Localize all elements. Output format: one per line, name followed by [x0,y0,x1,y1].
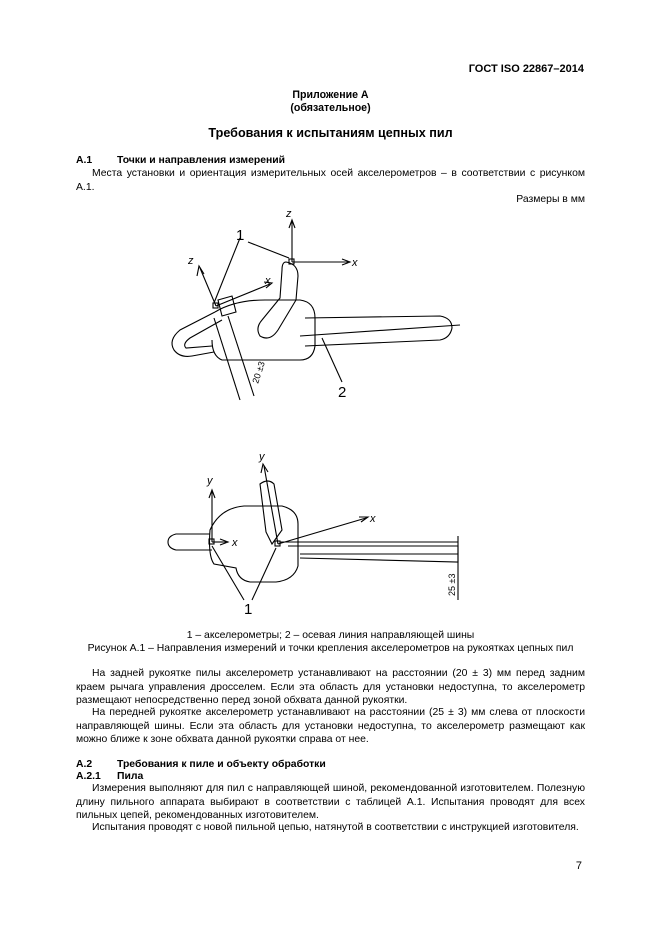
subsection-number: А.2.1 [76,771,101,782]
dimensions-note: Размеры в мм [516,194,585,205]
document-id-header: ГОСТ ISO 22867–2014 [468,63,584,75]
x-label-front: x [370,513,376,525]
page-number: 7 [575,860,582,872]
x-label-top: x [352,257,358,269]
paragraph-rear-handle: На задней рукоятке пилы акселерометр устанавливают на расстоянии (20 ± 3) мм перед задним краем рычага управления дросселем. Если эта область для установки недоступна, то акселерометр размещают непосредственно перед зоной обхвата данной рукоятки. [76,668,585,707]
figure-caption: Рисунок А.1 – Направления измерений и точки крепления акселерометров на рукоятках цепных пил [87,643,574,654]
annex-heading: Требования к испытаниям цепных пил [208,126,453,140]
section-number: А.2 [76,759,93,770]
z-label-top: z [286,208,292,220]
subsection-title: Пила [117,771,144,782]
callout-1-top: 1 [236,227,245,244]
paragraph-saw-measurement: Измерения выполняют для пил с направляющей шиной, рекомендованной изготовителем. Полезную длину пильного аппарата выбирают в соответствии с таблицей А.1. Испытания проводят для всех пильных цепей, рекомендованных изготовителем. [76,783,585,822]
annex-subtitle: (обязательное) [290,102,371,114]
section-title: Требования к пиле и объекту обработки [117,759,326,770]
section-a1-text: Места установки и ориентация измерительных осей акселерометров – в соответствии с рисунком А.1. [76,168,585,193]
section-title: Точки и направления измерений [117,155,286,166]
dimension-25: 25 ±3 [447,573,457,596]
figure-legend: 1 – акселерометры; 2 – осевая линия направляющей шины [186,630,475,641]
dimension-20: 20 ±3 [250,360,267,385]
paragraph-front-handle: На передней рукоятке акселерометр устанавливают на расстоянии (25 ± 3) мм слева от плоскости направляющей шины. Если эта область для установки недоступна, то акселерометр размещают как можно ближе к зоне обхвата данной рукоятки справа от нее. [76,707,585,746]
section-number: А.1 [76,155,93,166]
callout-1-leader-c [212,546,244,600]
z-label-left: z [188,255,194,267]
rear-handle-outline-bottom [168,534,212,550]
callout-2: 2 [338,384,347,401]
paragraph-new-chain: Испытания проводят с новой пильной цепью, натянутой в соответствии с инструкцией изготовителя. [92,822,579,833]
callout-1-bottom: 1 [244,601,253,618]
y-label-front: y [259,451,265,463]
annex-title: Приложение А [292,89,369,101]
x-axis-front [278,518,366,544]
callout-1-leader-d [252,548,276,600]
y-label-left: y [207,475,213,487]
x-label-left-bottom: x [232,537,238,549]
x-label-left: x [265,275,271,287]
front-handle-bottom [260,481,282,544]
